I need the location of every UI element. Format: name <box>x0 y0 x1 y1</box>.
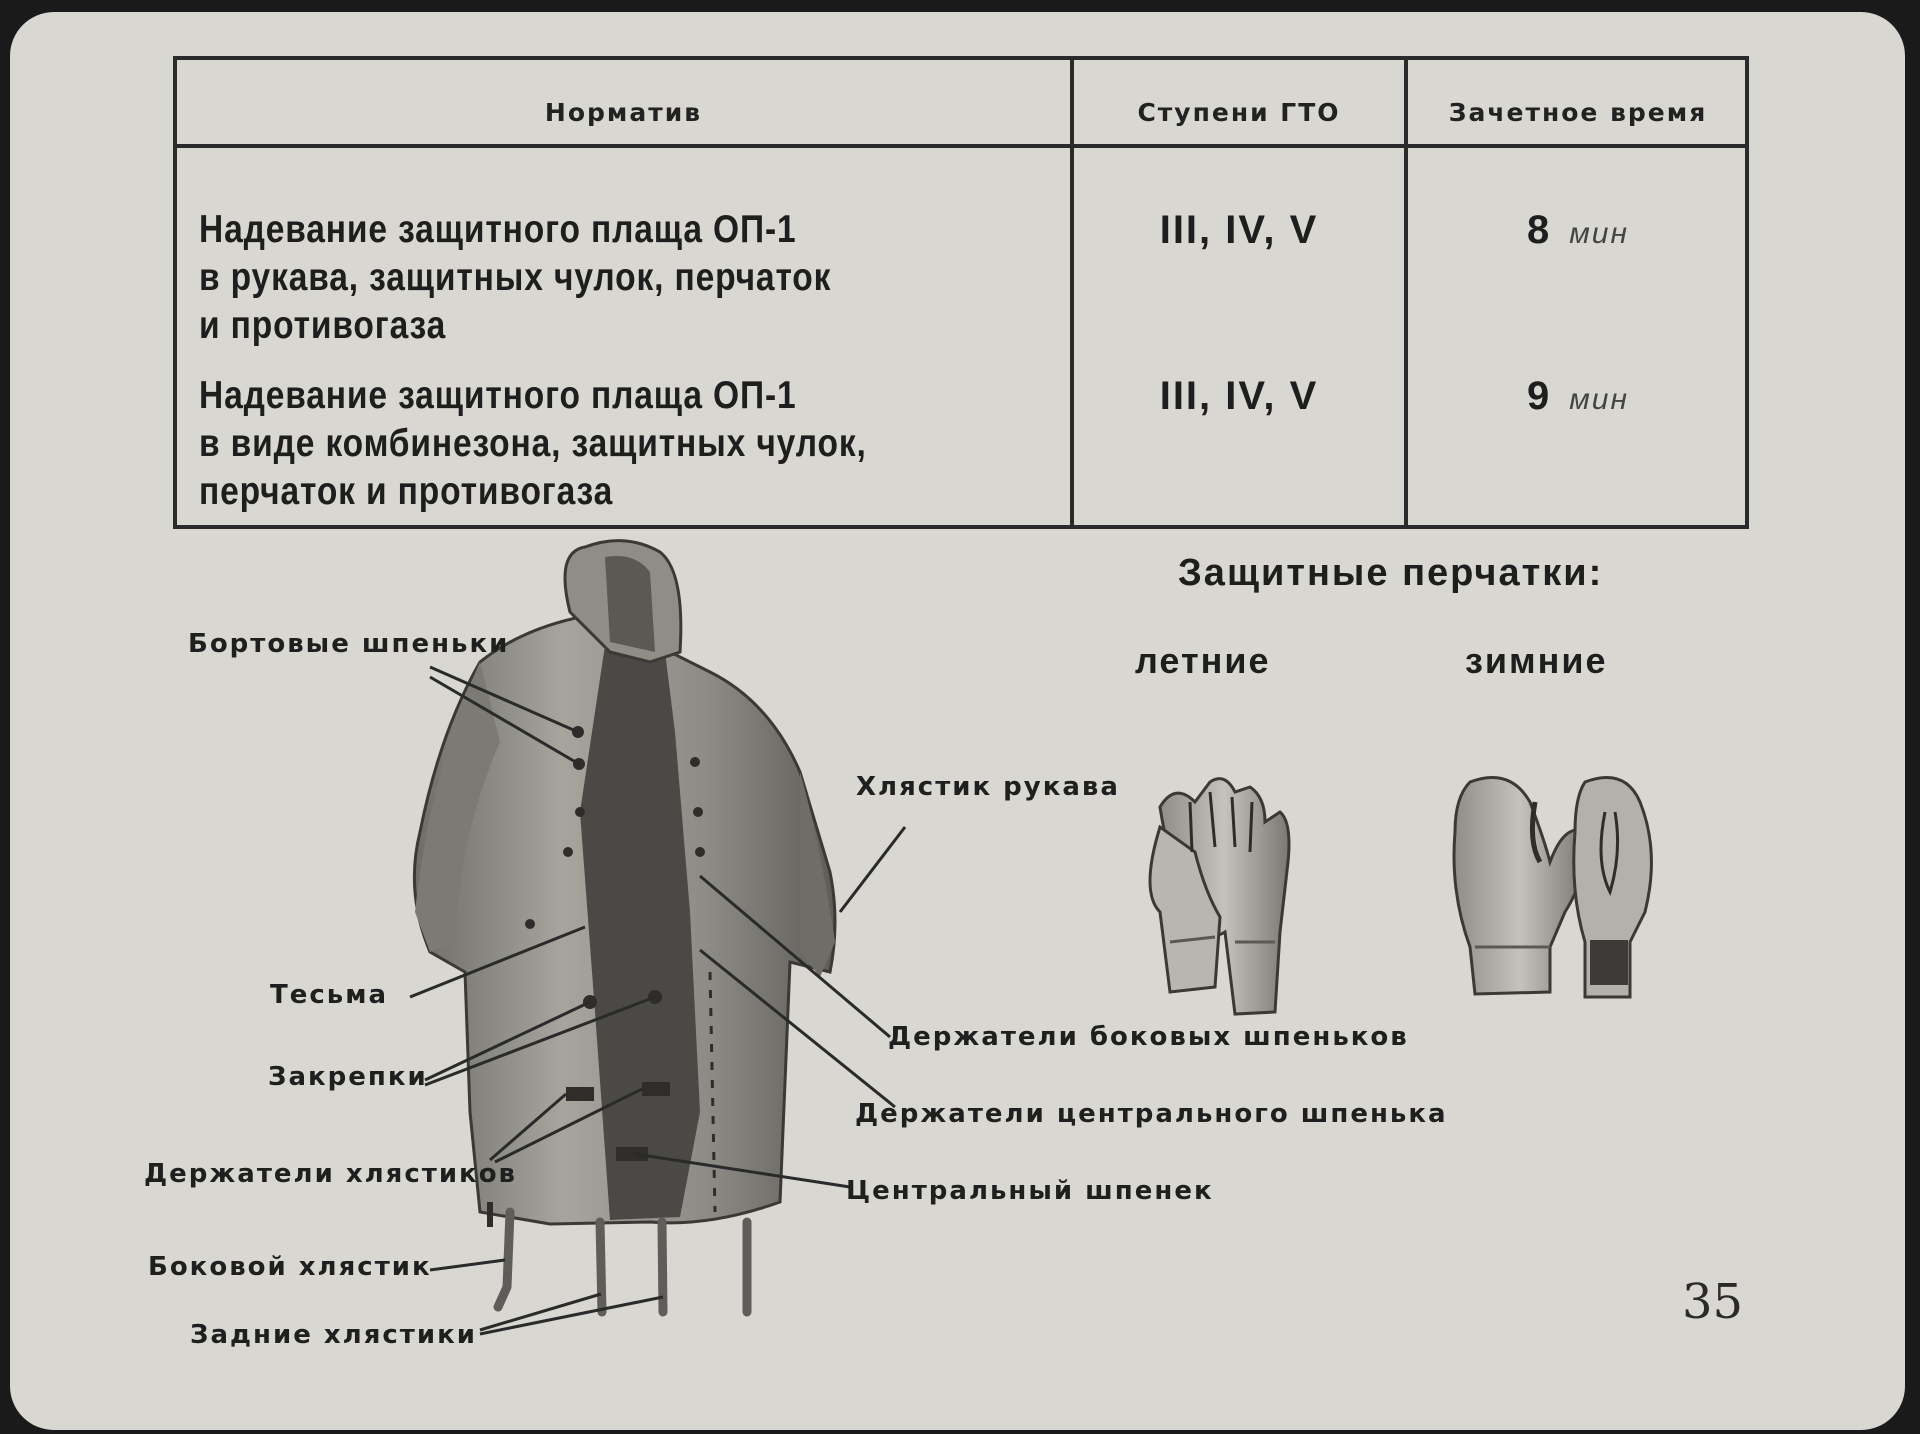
label-tesma: Тесьма <box>270 980 389 1010</box>
winter-mittens-drawing <box>1454 778 1651 998</box>
label-bortovye-shpenki: Бортовые шпеньки <box>188 629 510 659</box>
label-bokovoy-khlyastik: Боковой хлястик <box>148 1252 432 1282</box>
page-number: 35 <box>1682 1274 1744 1330</box>
label-khlyastik-rukava: Хлястик рукава <box>856 772 1120 802</box>
time-unit: мин <box>1569 383 1629 416</box>
illustrations <box>10 12 1905 1430</box>
header-time: Зачетное время <box>1448 98 1708 127</box>
gloves-winter-label: зимние <box>1465 640 1608 681</box>
time-number: 8 <box>1526 208 1552 252</box>
time-unit: мин <box>1569 217 1629 250</box>
time-number: 9 <box>1526 374 1552 418</box>
summer-gloves-drawing <box>1150 779 1289 1014</box>
norm-line: Надевание защитного плаща ОП-1 <box>199 374 797 417</box>
label-derzhateli-tsentralnogo: Держатели центрального шпенька <box>855 1099 1448 1129</box>
winter-mitten-left <box>1454 778 1586 995</box>
norm-line: Надевание защитного плаща ОП-1 <box>199 208 797 251</box>
stages-value: III, IV, V <box>1159 374 1319 418</box>
header-stages: Ступени ГТО <box>1137 98 1341 127</box>
label-tsentralny-shpenek: Центральный шпенек <box>846 1176 1214 1206</box>
norm-line: и противогаза <box>199 304 447 347</box>
gloves-summer-label: летние <box>1135 640 1271 681</box>
label-zadnie-khlyastiki: Задние хлястики <box>190 1320 477 1350</box>
cloak-hood-shadow <box>605 556 655 652</box>
gloves-title: Защитные перчатки: <box>1178 552 1604 594</box>
winter-mitten-cuff <box>1590 940 1628 985</box>
norm-line: в рукава, защитных чулок, перчаток <box>199 256 832 299</box>
cloak-straps <box>498 1212 747 1312</box>
label-derzhateli-bokovykh: Держатели боковых шпеньков <box>888 1022 1409 1052</box>
norm-line: в виде комбинезона, защитных чулок, <box>199 422 867 465</box>
label-derzhateli-khlyastikov: Держатели хлястиков <box>144 1159 518 1189</box>
header-norm: Норматив <box>544 98 703 127</box>
slide-frame <box>10 12 1905 1430</box>
stages-value: III, IV, V <box>1159 208 1319 252</box>
norm-line: перчаток и противогаза <box>199 470 614 513</box>
label-zakrepki: Закрепки <box>268 1062 428 1092</box>
